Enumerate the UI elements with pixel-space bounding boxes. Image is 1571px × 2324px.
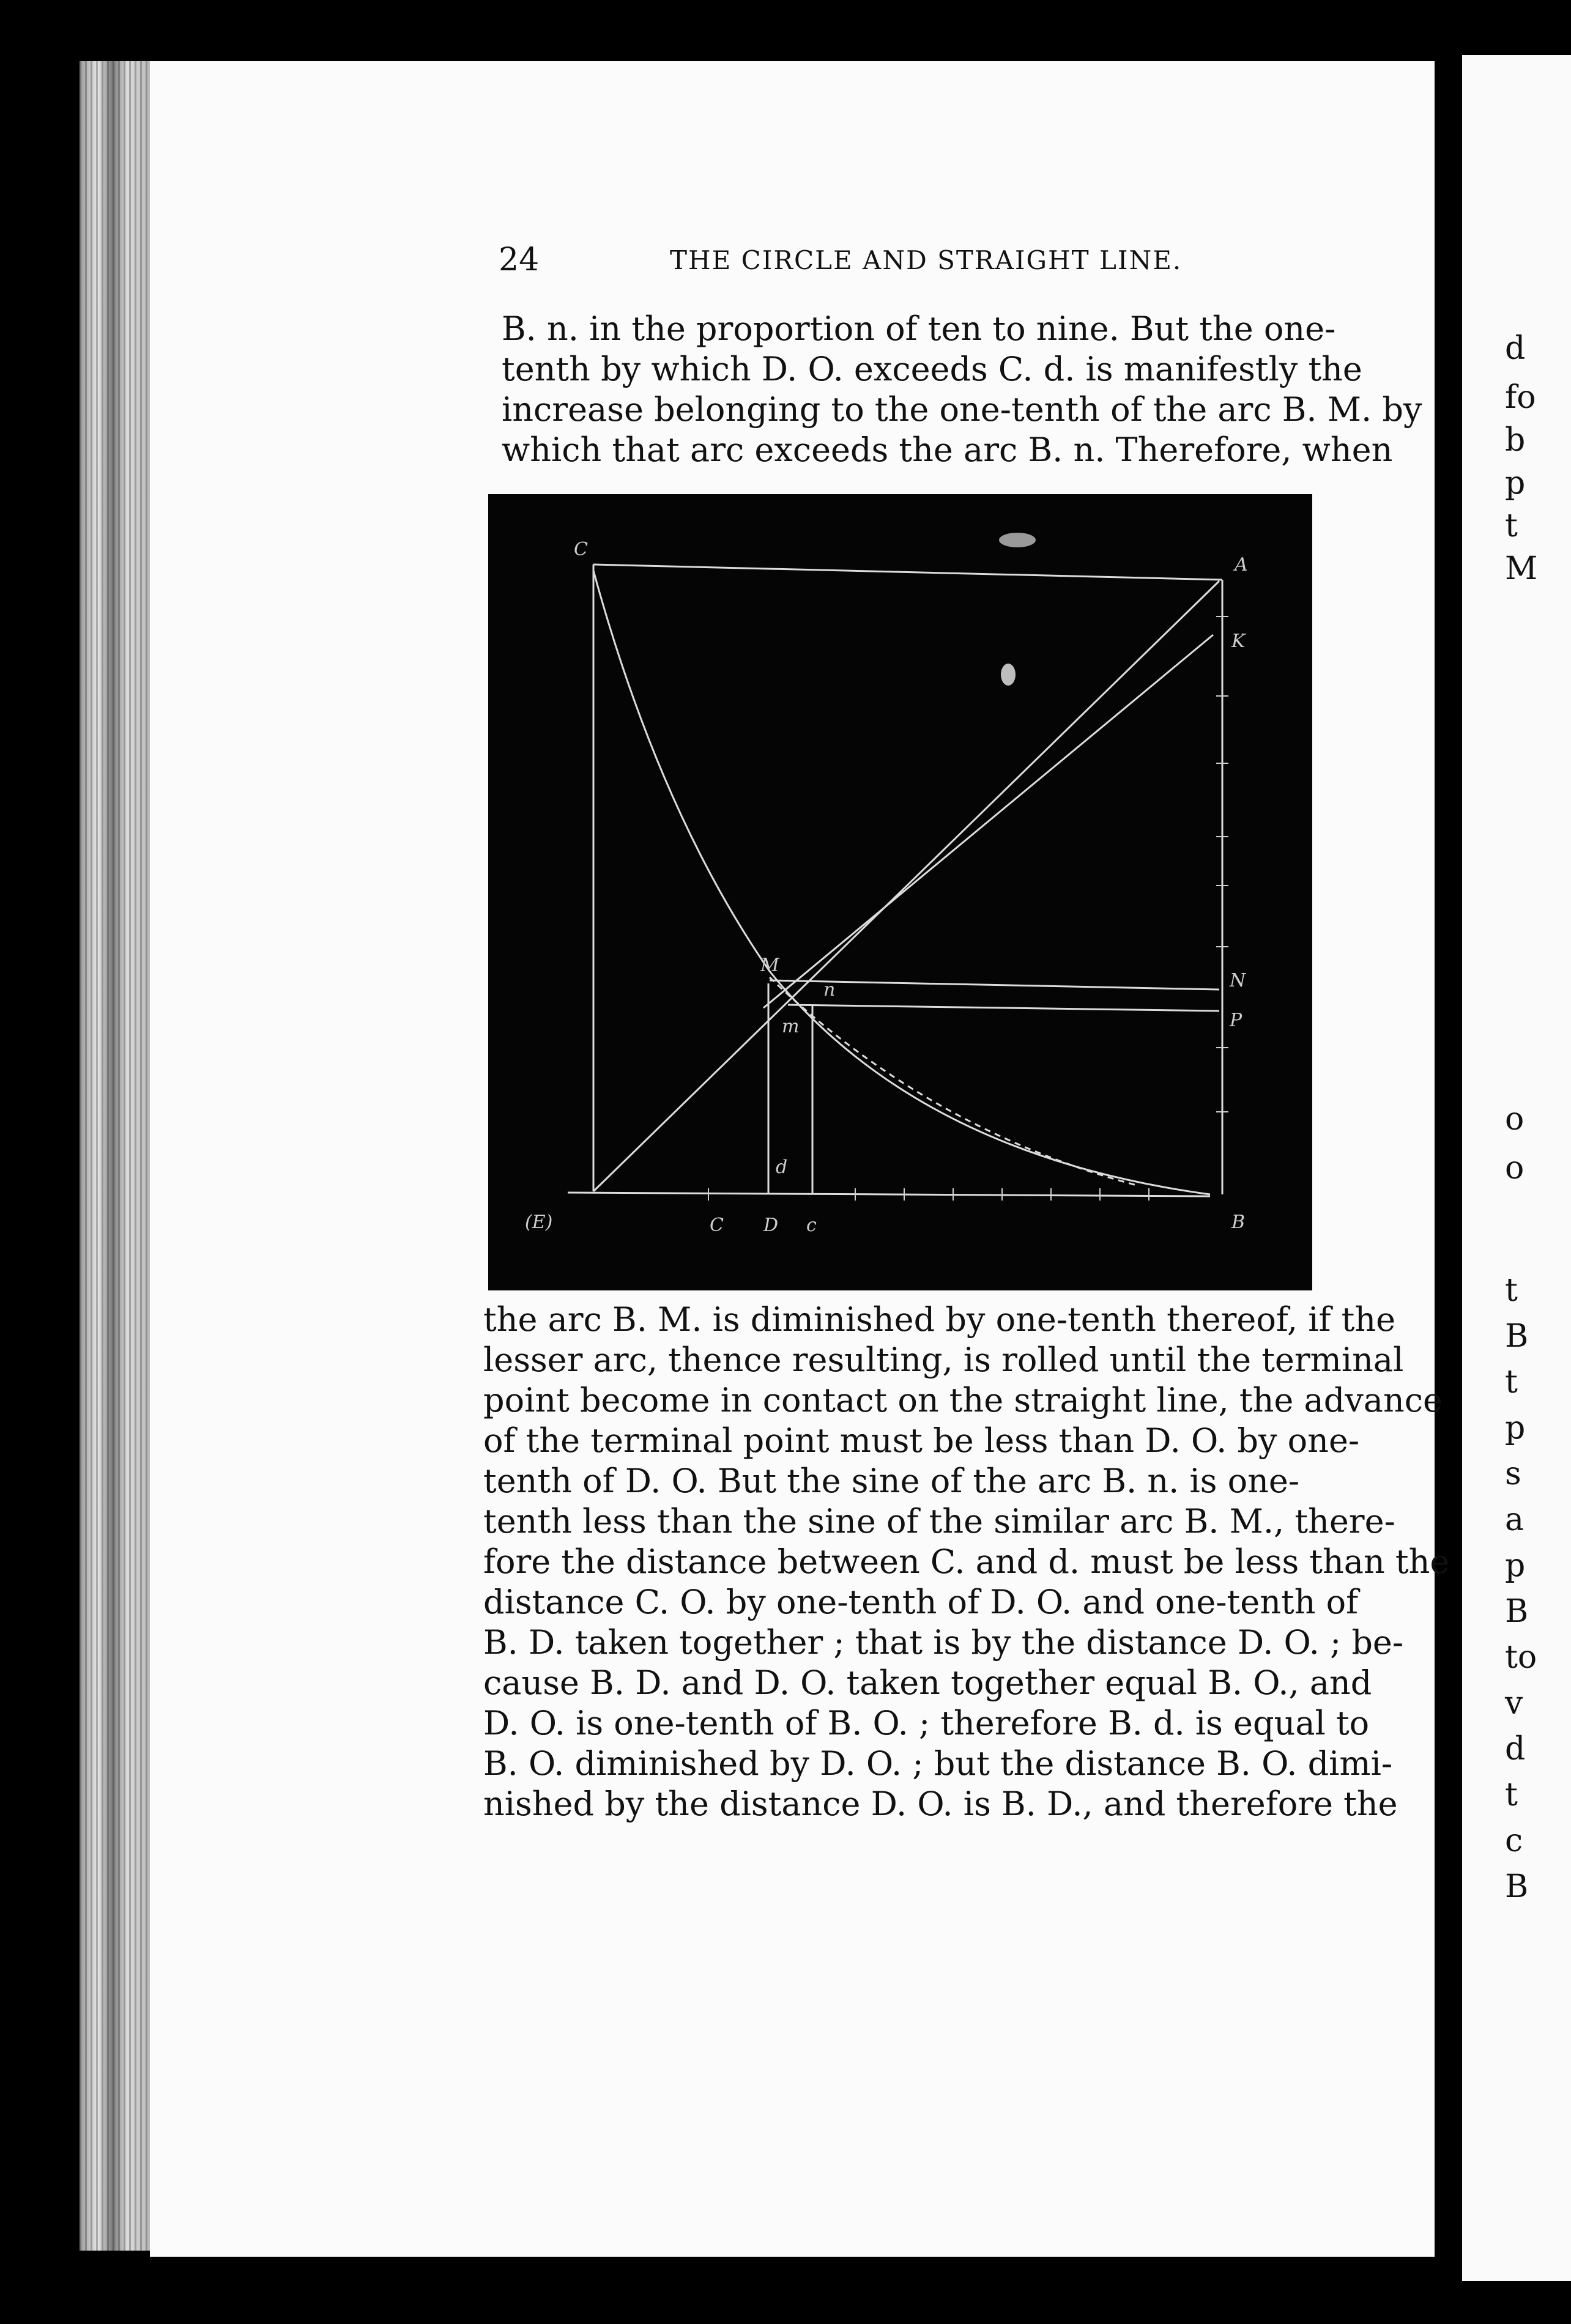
facing-page-letter: t — [1505, 1364, 1518, 1401]
text-line: B. D. taken together ; that is by the distance D. O. ; be- — [483, 1623, 1404, 1662]
paragraph-bottom — [483, 1300, 1450, 1824]
horizontal-line-n — [770, 980, 1219, 990]
label-c-small: c — [806, 1215, 817, 1236]
facing-page-letter: o — [1505, 1150, 1525, 1186]
base-line — [568, 1193, 1210, 1196]
diagonal-line — [593, 581, 1219, 1191]
facing-page-letter: to — [1505, 1639, 1537, 1676]
top-line — [593, 564, 1222, 580]
ink-blot — [999, 533, 1036, 547]
page-number: 24 — [499, 242, 540, 278]
text-line: increase belonging to the one-tenth of the arc B. M. by — [502, 390, 1422, 429]
label-k: K — [1231, 631, 1246, 652]
facing-page-letter: s — [1505, 1456, 1521, 1492]
label-n-cap: N — [1230, 970, 1246, 991]
running-title: THE CIRCLE AND STRAIGHT LINE. — [670, 245, 1183, 275]
parallel-diagonal-line — [763, 635, 1213, 1008]
text-line: tenth of D. O. But the sine of the arc B. n. is one- — [483, 1462, 1300, 1500]
text-line: tenth less than the sine of the similar arc B. M., there- — [483, 1502, 1395, 1541]
facing-page-letter: B — [1505, 1868, 1529, 1905]
text-line: D. O. is one-tenth of B. O. ; therefore B. d. is equal to — [483, 1704, 1370, 1742]
facing-page-letter: M — [1505, 550, 1538, 587]
facing-page-letter: B — [1505, 1318, 1529, 1355]
facing-page-letter: t — [1505, 1777, 1518, 1813]
horizontal-line-p — [788, 1005, 1219, 1011]
text-line: B. n. in the proportion of ten to nine. But the one- — [502, 309, 1336, 348]
facing-page-letter: t — [1505, 508, 1518, 544]
ink-blot — [1001, 664, 1016, 686]
text-line: point become in contact on the straight line, the advance — [483, 1381, 1443, 1419]
facing-page-letter: p — [1505, 1410, 1526, 1446]
text-line: of the terminal point must be less than D. O. by one- — [483, 1421, 1360, 1460]
facing-page-letter: d — [1505, 330, 1526, 367]
facing-page-letter: p — [1505, 1547, 1526, 1584]
label-d-cap: D — [763, 1215, 779, 1236]
facing-page-letter: o — [1505, 1101, 1525, 1138]
label-e: (E) — [525, 1212, 553, 1233]
label-a: A — [1235, 554, 1248, 575]
text-line: which that arc exceeds the arc B. n. Therefore, when — [502, 431, 1393, 469]
facing-page-letter: b — [1505, 422, 1526, 459]
geometric-figure — [488, 494, 1312, 1290]
facing-page-letter: v — [1505, 1685, 1523, 1722]
text-line: the arc B. M. is diminished by one-tenth thereof, if the — [483, 1300, 1396, 1339]
text-line: cause B. D. and D. O. taken together equal B. O., and — [483, 1663, 1372, 1702]
label-c-top: C — [574, 539, 588, 560]
text-line: nished by the distance D. O. is B. D., and therefore the — [483, 1785, 1398, 1823]
page-header — [499, 242, 1331, 284]
text-line: distance C. O. by one-tenth of D. O. and one-tenth of — [483, 1583, 1359, 1621]
label-m-small: m — [782, 1016, 800, 1037]
text-line: tenth by which D. O. exceeds C. d. is manifestly the — [502, 350, 1362, 388]
label-c-bottom: C — [710, 1215, 724, 1236]
facing-page-letter: t — [1505, 1272, 1518, 1309]
label-b: B — [1231, 1212, 1246, 1233]
facing-page-letter: d — [1505, 1731, 1526, 1767]
facing-page-letter: p — [1505, 465, 1526, 501]
facing-page-fragment — [1462, 55, 1571, 2281]
figure-drawing — [488, 494, 1312, 1290]
label-d: d — [776, 1156, 788, 1178]
text-line: lesser arc, thence resulting, is rolled until the terminal — [483, 1341, 1404, 1379]
facing-page-letter: B — [1505, 1593, 1529, 1630]
label-p: P — [1230, 1010, 1242, 1031]
facing-page-letter: a — [1505, 1501, 1525, 1538]
label-m: M — [760, 955, 779, 976]
text-line: B. O. diminished by D. O. ; but the distance B. O. dimi- — [483, 1744, 1393, 1783]
text-line: fore the distance between C. and d. must be less than the — [483, 1542, 1450, 1581]
facing-page-letter: c — [1505, 1823, 1523, 1859]
book-spine-edge — [80, 61, 153, 2251]
paragraph-top — [502, 309, 1422, 470]
label-n: n — [823, 979, 836, 1001]
facing-page-letter: fo — [1505, 379, 1536, 416]
